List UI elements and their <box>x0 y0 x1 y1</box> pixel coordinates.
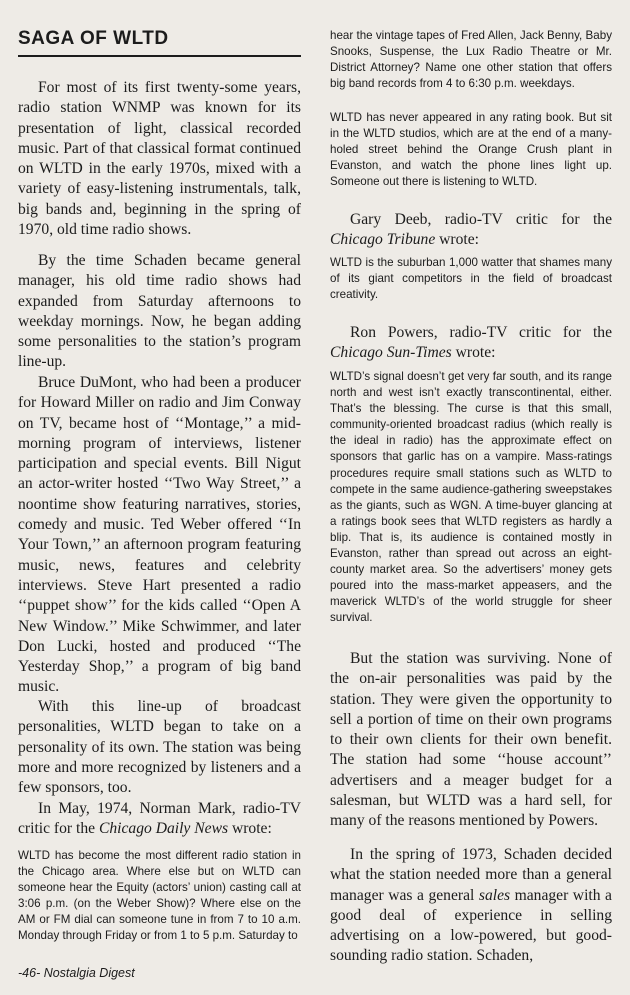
paragraph-5-text-a: In May, 1974, Norman Mark, radio-TV critic for the <box>18 800 301 838</box>
paragraph-1: For most of its first twenty-some years, radio station WNMP was known for its presentation of light, classical recorded music. Part of that classical format continued on WLTD in the early 1970s, mixed with a variety of easy-listening instrumentals, talk, big bands and, beginning in the spring of 1970, old time radio shows. <box>18 79 301 239</box>
paragraph-6 <box>330 210 612 251</box>
paragraph-6-text-a: Gary Deeb, radio-TV critic for the <box>350 211 612 228</box>
paragraph-5 <box>18 799 301 840</box>
paragraph-9-text-a: In the spring of 1973, Schaden decided what the station needed more than a general manager was a general <box>330 846 612 904</box>
paragraph-6-text-b: wrote: <box>435 231 480 249</box>
article-title: SAGA OF WLTD <box>18 28 169 49</box>
paragraph-5-text-b: wrote: <box>228 820 272 838</box>
chicago-tribune-title: Chicago Tribune <box>330 231 436 249</box>
title-rule <box>18 55 301 57</box>
paragraph-3: Bruce DuMont, who had been a producer for Howard Miller on radio and Jim Conway on TV, became host of ‘‘Montage,’’ a mid-morning program of interviews, listener participation and special events. Bill Nigut an actor-writer hosted ‘‘Two Way Street,’’ a noontime show featuring narratives, stories, comedy and music. Ted Weber offered ‘‘In Your Town,’’ an afternoon program featuring music, news, features and celebrity interviews. Steve Hart presented a radio ‘‘puppet show’’ for the kids called ‘‘Open A New Window.’’ Mike Schwimmer, and later Don Lucki, hosted and produced ‘‘The Yesterday Shop,’’ a program of big band music. <box>18 374 301 696</box>
quote-daily-news-part-2: WLTD has never appeared in any rating book. But sit in the WLTD studios, which are at the end of a many-holed street behind the Orange Crush plant in Evanston, and watch the phone lines light up. Someone out there is listening to WLTD. <box>330 111 612 189</box>
paragraph-9 <box>330 845 612 967</box>
quote-sun-times: WLTD’s signal doesn’t get very far south, and its range north and west isn’t exactly transcontinental, either. That’s the blessing. The curse is that this small, community-oriented broadcast radius (which really is the ideal in radio) has the approximate effect on sponsors that garlic has on a vampire. Mass-ratings procedures require small stations such as WLTD to compete in the same audience-gathering sweepstakes as the giants, such as WGN. A time-buyer glancing at a ratings book sees that WLTD registers as hardly a blip. That is, its audience is contained mostly in Evanston, rather than spread out across an eight-county market area. So the advertisers’ money gets poured into the mass-market appeasers, and the maverick WLTD’s of the world struggle for sheer survival. <box>330 370 612 625</box>
chicago-sun-times-title: Chicago Sun-Times <box>330 344 452 362</box>
paragraph-4: With this line-up of broadcast personalities, WLTD began to take on a personality of its own. The station was being more and more recognized by listeners and a few sponsors, too. <box>18 698 301 797</box>
paragraph-2: By the time Schaden became general manager, his old time radio shows had expanded from Saturday afternoons to weekday mornings. Now, he began adding some personalities to the station’s program line-up. <box>18 252 301 371</box>
page-footer: -46- Nostalgia Digest <box>18 966 135 980</box>
quote-daily-news: WLTD has become the most different radio station in the Chicago area. Where else but on WLTD can someone hear the Equity (actors’ union) casting call at 3:06 p.m. (on the Weber Show)? Where else on the AM or FM dial can someone tune in from 7 to 10 a.m. Monday through Friday or from 1 to 5 p.m. Saturday to <box>18 849 301 943</box>
chicago-daily-news-title: Chicago Daily News <box>98 820 229 838</box>
sales-emphasis: sales <box>478 886 511 904</box>
quote-daily-news-continued: hear the vintage tapes of Fred Allen, Jack Benny, Baby Snooks, Suspense, the Lux Radio Theatre or Mr. District Attorney? Name one other station that offers big band records from 4 to 6:30 p.m. weekdays. <box>330 29 612 91</box>
paragraph-9-text-b: manager with a good deal of experience in selling advertising on a low-powered, but good-sounding radio station. Schaden, <box>330 886 612 965</box>
paragraph-7 <box>330 323 612 364</box>
paragraph-8: But the station was surviving. None of the on-air personalities was paid by the station. They were given the opportunity to sell a portion of time on their own programs to their own clients for their own benefit. The station had some ‘‘house account’’ advertisers and a meager budget for a salesman, but WLTD was a hard sell, for many of the reasons mentioned by Powers. <box>330 650 612 830</box>
quote-tribune: WLTD is the suburban 1,000 watter that shames many of its giant competitors in the field of broadcast creativity. <box>330 256 612 302</box>
paragraph-7-text-b: wrote: <box>451 344 496 362</box>
paragraph-7-text-a: Ron Powers, radio-TV critic for the <box>350 324 612 341</box>
